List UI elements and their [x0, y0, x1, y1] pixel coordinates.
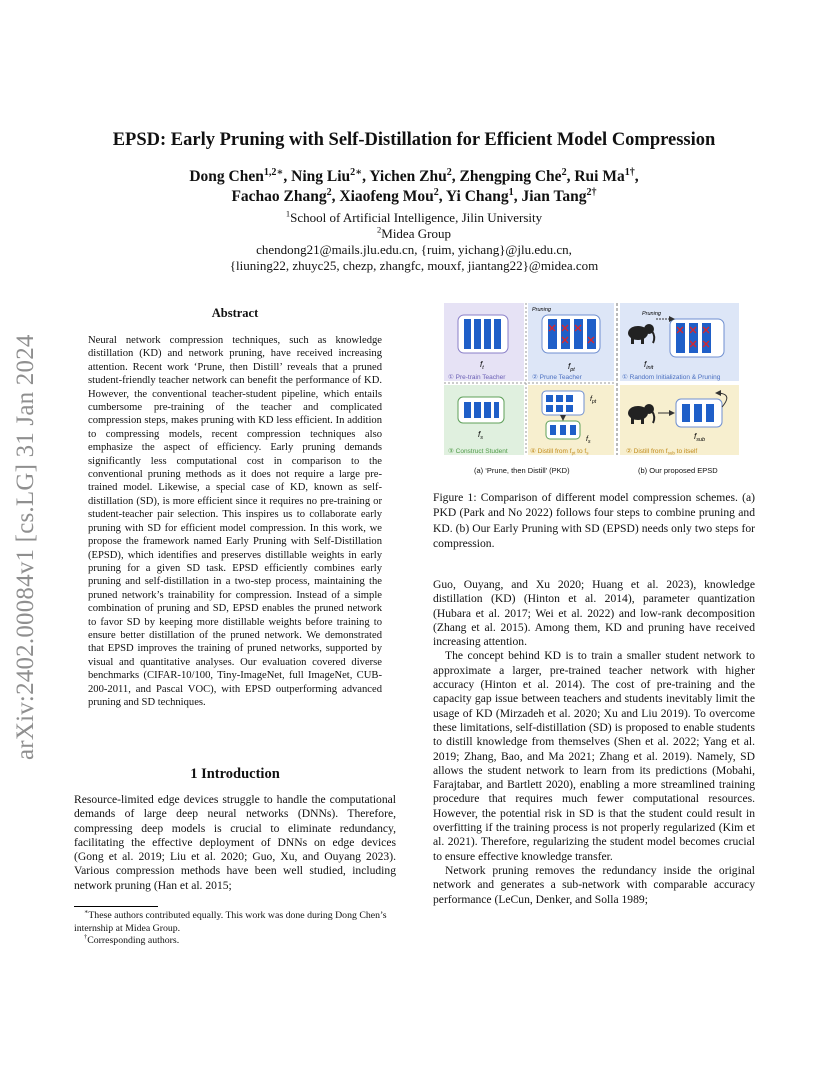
abstract-heading: Abstract	[211, 306, 259, 320]
author-name: , Yichen Zhu	[362, 168, 447, 185]
student-network	[458, 397, 504, 423]
pruning-label: Pruning	[532, 307, 551, 313]
step-construct-student: ③ Construct Student	[448, 448, 508, 455]
abstract-text: Neural network compression techniques, such as knowledge distillation (KD) and network pruning, have received increasing attention. Recent work ‘Prune, then Distill’ reveals that a pruned student-friendly teacher network can benefit the performance of KD. However, the conventional teacher-student pipeline, which entails cumbersome pre-training of the teacher and complicated compression steps, makes pruning with KD less efficient. In addition to compressing models, recent compression techniques also emphasize the aspect of efficiency. Early pruning demands significantly less computational cost in comparison to the conventional pruning methods as it does not require a large pre-trained model. Likewise, a special case of KD, known as self-distillation (SD), is more efficient since it requires no pre-training or student-teacher pair selection. This inspires us to collaborate early pruning with SD for efficient model compression. In this work, we propose the framework named Early Pruning with Self-Distillation (EPSD), which identifies and preserves distillable weights in early pruning for a given SD task. EPSD efficiently combines early pruning and self-distillation in a two-step process, maintaining the pruned network’s trainability for compression. Instead of a simple combination of pruning and SD, EPSD enables the pruned network to favor SD by keeping more distillable weights before training to ensure better distillation of the pruned network. We demonstrated that EPSD improves the training of pruned networks, supported by visual and quantitative analyses. Our evaluation covered diverse benchmarks (CIFAR-10/100, Tiny-ImageNet, full ImageNet, CUB-200-2011, and Pascal VOC), with EPSD outperforming advanced pruning and SD techniques.	[88, 335, 382, 708]
author-affiliation-mark: 2†	[586, 186, 597, 198]
paragraph: The concept behind KD is to train a smaller student network to approximate a larger, pre-trained teacher network with higher accuracy (Hinton et al. 2014). The cost of pre-training and the capacity gap issue between teachers and students inevitably limit the usage of KD (Mirzadeh et al. 2020; Xu and Liu 2019). To overcome these limitations, self-distillation (SD) is proposed to enable students to distill knowledge from themselves (Shen et al. 2022; Yang et al. 2019; Zhang, Bao, and Ma 2021; Zhang et al. 2019). Namely, SD allows the student network to learn from its predictions (Mobahi, Farajtabar, and Bartlett 2020), enabling a more streamlined training procedure that requires much fewer computational resources. However, the potential risk in SD is that the student could result in overfitting if the training process is not properly regularized (Kim et al. 2021). Therefore, regularizing the student model becomes crucial to ensure effective knowledge transfer.	[433, 649, 755, 863]
author-affiliation-mark: 2	[561, 166, 567, 178]
author-name: , Zhengping Che	[451, 168, 562, 185]
footnotes	[74, 910, 396, 948]
introduction-text-left: Resource-limited edge devices struggle to handle the computational demands of large deep neural networks (DNNs). Therefore, compressing deep models is crucial to eliminate redundancy, facilitating the effective deployment of DNNs on edge devices (Gong et al. 2019; Liu et al. 2020; Guo, Xu, and Ouyang 2023). Various compression methods have been well studied, including network pruning (Han et al. 2015;	[74, 793, 396, 892]
figure-1-caption: Figure 1: Comparison of different model compression schemes. (a) PKD (Park and No 2022) follows four steps to combine pruning and KD. (b) Our Early Pruning with SD (EPSD) needs only two steps for compression.	[433, 491, 755, 550]
figure-1-diagram	[444, 303, 739, 478]
author-name: , Ning Liu	[283, 168, 351, 185]
author-affiliation-mark: 1	[508, 186, 514, 198]
affiliation-mark: 2	[377, 224, 382, 235]
email-line-2: {liuning22, zhuyc25, chezp, zhangfc, mouxf, jiantang22}@midea.com	[229, 258, 599, 273]
f-t-label: $f_t$	[480, 360, 484, 371]
author-affiliation-mark: 2∗	[350, 166, 363, 178]
affiliation-mark: 1	[285, 208, 291, 219]
email-line-1: chendong21@mails.jlu.edu.cn, {ruim, yichang}@jlu.edu.cn,	[256, 242, 572, 257]
f-s-label: $f_s$	[478, 430, 483, 441]
footnote-1	[74, 910, 396, 935]
affiliation-1	[60, 210, 768, 226]
subcaption-b: (b) Our proposed EPSD	[638, 466, 718, 475]
author-affiliation-mark: 1†	[624, 166, 635, 178]
paper-title: EPSD: Early Pruning with Self-Distillation for Efficient Model Compression	[112, 130, 716, 150]
step-distill-itself: ② Distill from $f_{sub}$ to itself	[626, 448, 698, 456]
step-pretrain-teacher: ① Pre-train Teacher	[448, 374, 506, 381]
step-random-init-pruning: ① Random Initialization & Pruning	[622, 374, 721, 381]
f-init-label: $f_{init}$	[644, 360, 654, 371]
footnote-mark: ∗	[84, 908, 89, 916]
footnote-divider	[74, 906, 158, 907]
footnote-2	[74, 935, 396, 948]
affiliations	[60, 210, 768, 274]
author-line-1	[60, 167, 768, 187]
step-prune-teacher: ② Prune Teacher	[532, 374, 582, 381]
f-s-label-2: $f_s$	[586, 436, 591, 445]
affiliation-text: School of Artificial Intelligence, Jilin University	[290, 210, 543, 225]
author-affiliation-mark: 2	[433, 186, 439, 198]
author-affiliation-mark: 1,2∗	[263, 166, 284, 178]
f-pt-label-2: $f_{pt}$	[590, 396, 597, 405]
author-list	[60, 167, 768, 207]
author-name: , Rui Ma	[566, 168, 625, 185]
author-name: Fachao Zhang	[231, 188, 327, 205]
author-name: , Yi Chang	[438, 188, 509, 205]
author-affiliation-mark: 2	[326, 186, 332, 198]
introduction-text-right	[433, 578, 755, 907]
f-sub-label: $f_{sub}$	[694, 432, 706, 443]
teacher-network	[458, 315, 508, 353]
pruned-teacher-network	[542, 315, 600, 353]
author-line-2	[60, 187, 768, 207]
author-affiliation-mark: 2	[446, 166, 452, 178]
affiliation-2	[60, 226, 768, 242]
distill-teacher-to-student	[542, 391, 584, 439]
pruning-label-epsd: Pruning	[642, 311, 661, 317]
author-name: , Xiaofeng Mou	[331, 188, 434, 205]
author-name: , Jian Tang	[513, 188, 587, 205]
footnote-mark: †	[84, 933, 88, 941]
arxiv-identifier: arXiv:2402.00084v1 [cs.LG] 31 Jan 2024	[12, 334, 39, 760]
section-heading-introduction: 1 Introduction	[190, 766, 280, 782]
subcaption-a: (a) ‘Prune, then Distill’ (PKD)	[474, 466, 570, 475]
paragraph: Guo, Ouyang, and Xu 2020; Huang et al. 2023), knowledge distillation (KD) (Hinton et al. 2014), parameter quantization (Hubara et al. 2017; Wei et al. 2022) and low-rank decomposition (Zhang et al. 2015). Among them, KD and pruning have received increasing attention.	[433, 578, 755, 649]
footnote-text: Corresponding authors.	[87, 935, 180, 946]
footnote-text: These authors contributed equally. This work was done during Dong Chen’s internship at Midea Group.	[74, 910, 387, 934]
affiliation-text: Midea Group	[381, 226, 451, 241]
step-distill: ④ Distill from $f_{pt}$ to $f_s$	[530, 448, 589, 456]
author-name: Dong Chen	[189, 168, 264, 185]
paragraph: Network pruning removes the redundancy inside the original network and generates a sub-network with comparable accuracy performance (LeCun, Denker, and Solla 1989;	[433, 863, 755, 906]
f-pt-label: $f_{pt}$	[568, 362, 575, 373]
author-separator: ,	[634, 168, 639, 185]
